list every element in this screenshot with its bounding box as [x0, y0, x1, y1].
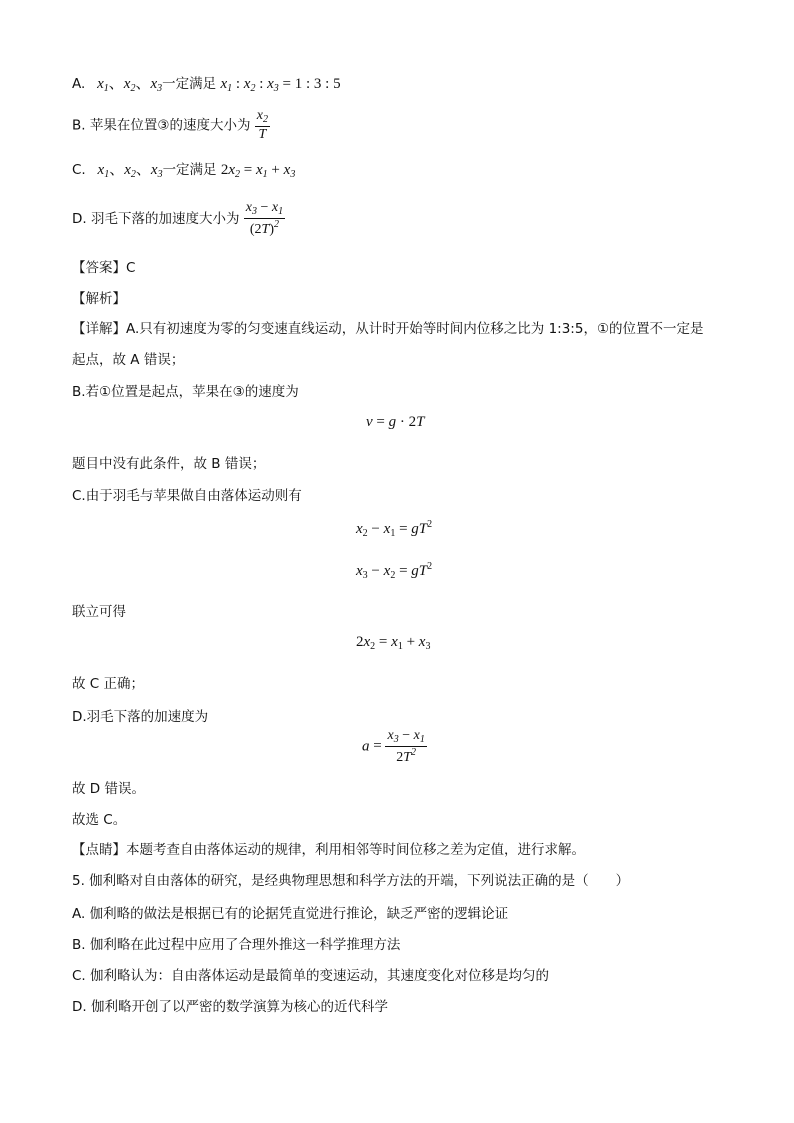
option-d	[72, 200, 285, 238]
detail-choice: 故选 C。	[72, 812, 127, 828]
answer-value: C	[126, 260, 136, 276]
detail-d-line1: D.羽毛下落的加速度为	[72, 709, 209, 725]
option-c	[72, 158, 295, 180]
option-d-fraction: $\frac{x_3 - x_1}{(2T)^2}$	[245, 200, 284, 237]
question5-stem: 5. 伽利略对自由落体的研究，是经典物理思想和科学方法的开端，下列说法正确的是（ ）	[72, 873, 630, 889]
detail-d-line2: 故 D 错误。	[72, 781, 145, 797]
equation-c1: $x_2 - x_1 = gT^2$	[356, 519, 433, 539]
question5-option-b: B. 伽利略在此过程中应用了合理外推这一科学推理方法	[72, 937, 401, 953]
analysis-tag: 【解析】	[72, 291, 126, 307]
comment-tag: 【点睛】	[72, 842, 126, 858]
detail-c-line2: 联立可得	[72, 604, 126, 620]
equation-c2: $x_3 - x_2 = gT^2$	[356, 561, 433, 581]
option-c-label: C.	[72, 162, 86, 178]
question5-option-d: D. 伽利略开创了以严密的数学演算为核心的近代科学	[72, 999, 388, 1015]
detail-c-line1: C.由于羽毛与苹果做自由落体运动则有	[72, 488, 302, 504]
option-c-text: 一定满足	[162, 162, 217, 178]
option-a	[72, 72, 341, 94]
answer-tag: 【答案】	[72, 260, 126, 276]
detail-a-line1: 【详解】A.只有初速度为零的匀变速直线运动，从计时开始等时间内位移之比为 1:3:5，①的位置不一定是	[72, 321, 704, 337]
option-b-fraction: $\frac{x_2}{T}$	[256, 108, 268, 142]
option-d-label: D.	[72, 210, 87, 227]
option-d-text: 羽毛下落的加速度大小为	[90, 210, 240, 227]
option-a-label: A.	[72, 76, 86, 92]
option-b-label: B.	[72, 117, 86, 134]
equation-velocity: v = g · 2T	[366, 414, 425, 430]
question5-option-a: A. 伽利略的做法是根据已有的论据凭直觉进行推论，缺乏严密的逻辑论证	[72, 906, 509, 922]
option-a-formula: $x_1$ : $x_2$ : $x_3 = 1$ : 3 : 5	[220, 76, 341, 94]
question5-option-c: C. 伽利略认为：自由落体运动是最简单的变速运动，其速度变化对位移是均匀的	[72, 968, 550, 984]
equation-d: a = $\frac{x_3 - x_1}{2T^2}$	[362, 728, 425, 765]
option-a-text: 一定满足	[162, 76, 217, 92]
detail-c-line3: 故 C 正确；	[72, 676, 145, 692]
option-c-variables: $x_1$、$x_2$、$x_3$	[90, 162, 163, 180]
option-a-variables: $x_1$、$x_2$、$x_3$	[89, 76, 163, 94]
option-c-formula: $2x_2 = x_1 + x_3$	[220, 162, 296, 180]
comment-text: 本题考查自由落体运动的规律，利用相邻等时间位移之差为定值，进行求解。	[126, 842, 585, 858]
comment-line	[72, 838, 585, 858]
option-b-text: 苹果在位置③的速度大小为	[89, 117, 251, 134]
option-b	[72, 108, 270, 143]
detail-a-line2: 起点，故 A 错误；	[72, 352, 185, 368]
detail-b-line1: B.若①位置是起点，苹果在③的速度为	[72, 384, 299, 400]
answer-line	[72, 256, 135, 276]
equation-c3: $2x_2 = x_1 + x_3$	[356, 634, 431, 652]
detail-tag: 【详解】	[72, 321, 126, 337]
detail-b-line2: 题目中没有此条件，故 B 错误；	[72, 456, 266, 472]
